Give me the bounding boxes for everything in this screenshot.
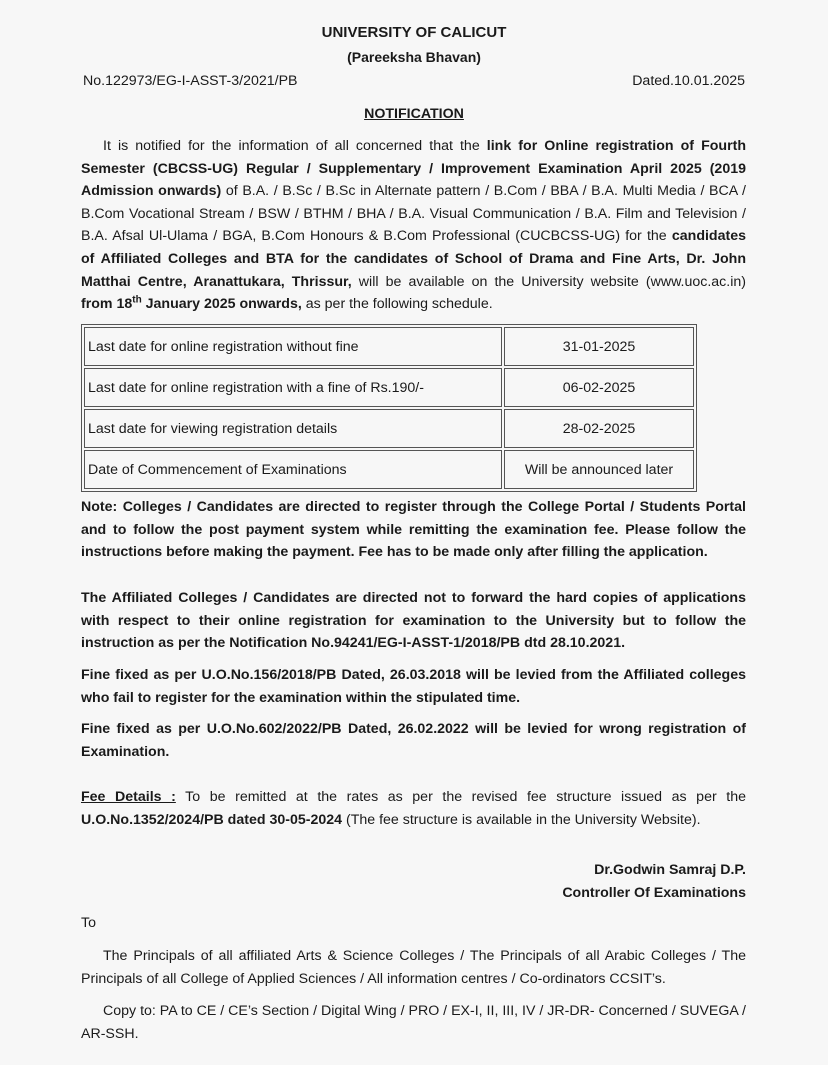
signatory-title: Controller Of Examinations	[562, 885, 746, 901]
schedule-table	[81, 324, 697, 492]
schedule-label: Last date for online registration with a fine of Rs.190/-	[84, 368, 502, 407]
table-row	[84, 409, 694, 448]
notification-heading: NOTIFICATION	[364, 106, 464, 122]
fee-details: Fee Details : To be remitted at the rates as per the revised fee structure issued as per the U.O.No.1352/2024/PB dated 30-05-2024 (The fee structure is available in the University Website).	[81, 789, 746, 828]
fee-details-label: Fee Details :	[81, 789, 176, 805]
to-label: To	[81, 915, 96, 931]
schedule-label: Date of Commencement of Examinations	[84, 450, 502, 489]
reference-number: No.122973/EG-I-ASST-3/2021/PB	[83, 73, 298, 89]
signatory-name: Dr.Godwin Samraj D.P.	[594, 862, 746, 878]
schedule-label: Last date for online registration without fine	[84, 327, 502, 366]
table-row	[84, 327, 694, 366]
schedule-date: 28-02-2025	[504, 409, 694, 448]
schedule-date: 31-01-2025	[504, 327, 694, 366]
table-row	[84, 368, 694, 407]
table-row	[84, 450, 694, 489]
notification-date: Dated.10.01.2025	[632, 73, 745, 89]
fine-wrong-registration: Fine fixed as per U.O.No.602/2022/PB Dated, 26.02.2022 will be levied for wrong registration of Examination.	[81, 721, 746, 760]
schedule-date: Will be announced later	[504, 450, 694, 489]
recipients: The Principals of all affiliated Arts & Science Colleges / The Principals of all Arabic Colleges / The Principals of all College of Applied Sciences / All information centres / Co-ordinators CCSIT’s.	[81, 948, 746, 987]
note-register-portal: Note: Colleges / Candidates are directed to register through the College Portal / Students Portal and to follow the post payment system while remitting the examination fee. Please follow the instructions before making the payment. Fee has to be made only after filling the application.	[81, 499, 746, 561]
copy-to: Copy to: PA to CE / CE’s Section / Digital Wing / PRO / EX-I, II, III, IV / JR-DR- Concerned / SUVEGA / AR-SSH.	[81, 1003, 746, 1042]
schedule-label: Last date for viewing registration details	[84, 409, 502, 448]
fine-late-registration: Fine fixed as per U.O.No.156/2018/PB Dated, 26.03.2018 will be levied from the Affiliated colleges who fail to register for the examination within the stipulated time.	[81, 667, 746, 706]
intro-paragraph: It is notified for the information of all concerned that the link for Online registration of Fourth Semester (CBCSS-UG) Regular / Supplementary / Improvement Examination April 2025 (2019 Admission onwards) of B.A. / B.Sc / B.Sc in Alternate pattern / B.Com / BBA / B.A. Multi Media / BCA / B.Com Vocational Stream / BSW / BTHM / BHA / B.A. Visual Communication / B.A. Film and Television / B.A. Afsal Ul-Ulama / BGA, B.Com Honours & B.Com Professional (CUCBCSS-UG) for the candidates of Affiliated Colleges and BTA for the candidates of School of Drama and Fine Arts, Dr. John Matthai Centre, Aranattukara, Thrissur, will be available on the University website (www.uoc.ac.in) from 18th January 2025 onwards, as per the following schedule.	[81, 138, 746, 313]
university-name: UNIVERSITY OF CALICUT	[321, 24, 507, 41]
pareeksha-bhavan: (Pareeksha Bhavan)	[347, 49, 481, 65]
schedule-date: 06-02-2025	[504, 368, 694, 407]
note-hard-copies: The Affiliated Colleges / Candidates are directed not to forward the hard copies of applications with respect to their online registration for examination to the University but to follow the instruction as per the Notification No.94241/EG-I-ASST-1/2018/PB dtd 28.10.2021.	[81, 590, 746, 652]
